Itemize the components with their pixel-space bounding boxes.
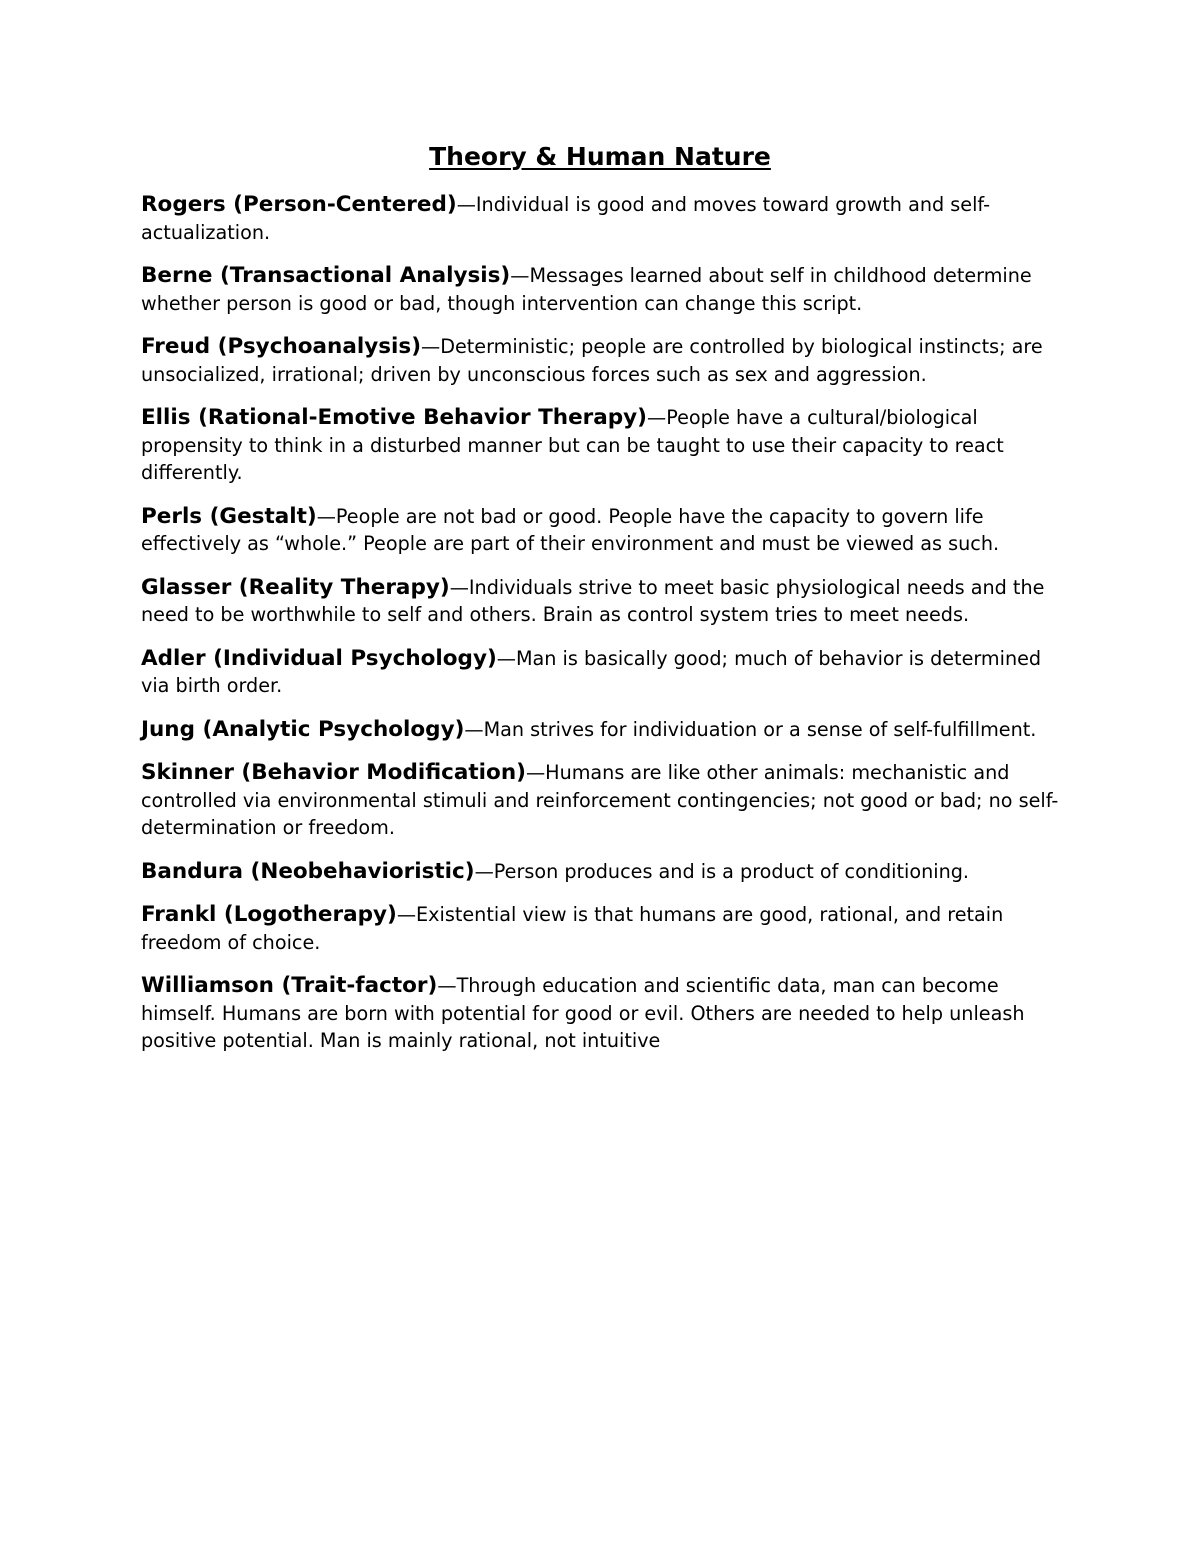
theorist-name: Freud (Psychoanalysis) [141,334,422,359]
theory-entry-adler [141,645,1066,700]
theory-description: —People have a cultural/biological propensity to think in a disturbed manner but can be taught to use their capacity to react differently. [141,406,1004,484]
theory-entry-berne [141,262,1066,317]
theory-description: —Individuals strive to meet basic physiological needs and the need to be worthwhile to self and others. Brain as control system tries to meet needs. [141,575,1045,626]
theory-entry-freud [141,333,1066,388]
theory-description: —Man strives for individuation or a sense of self-fulfillment. [464,717,1037,741]
theory-description: —Deterministic; people are controlled by biological instincts; are unsocialized, irrational; driven by unconscious forces such as sex and aggression. [141,335,1043,386]
theorist-name: Perls (Gestalt) [141,503,317,529]
theory-entry-glasser [141,574,1066,629]
theory-entry-rogers [141,191,1066,246]
theorist-name: Bandura (Neobehavioristic) [141,858,475,884]
theory-description: —Messages learned about self in childhood determine whether person is good or bad, though intervention can change this script. [141,264,1032,315]
theory-entry-ellis [141,404,1066,487]
theorist-name: Glasser (Reality Therapy) [141,574,450,600]
theorist-name: Adler (Individual Psychology) [141,645,497,671]
theory-entry-jung [141,716,1066,744]
theory-description: —Person produces and is a product of conditioning. [474,859,970,883]
theory-entry-frankl [141,901,1066,956]
document-title: Theory & Human Nature [429,142,771,171]
theorist-name: Rogers (Person-Centered) [141,192,457,217]
theory-description: —Individual is good and moves toward growth and self-actualization. [141,193,991,244]
theory-description: —Through education and scientific data, man can become himself. Humans are born with potential for good or evil. Others are needed to help unleash positive potential. Man is mainly rational, not intuitive [141,974,1025,1052]
theory-description: —Existential view is that humans are good, rational, and retain freedom of choice. [141,903,1004,954]
theorist-name: Ellis (Rational-Emotive Behavior Therapy) [141,405,648,430]
theory-description: —Man is basically good; much of behavior is determined via birth order. [141,646,1042,697]
theory-entry-skinner [141,759,1066,842]
theorist-name: Jung (Analytic Psychology) [141,716,465,742]
theory-entry-bandura [141,858,1066,886]
theorist-name: Skinner (Behavior Modification) [141,760,526,785]
theory-entry-perls [141,503,1066,558]
theory-description: —People are not bad or good. People have the capacity to govern life effectively as “whole.” People are part of their environment and must be viewed as such. [141,504,1000,555]
theory-description: —Humans are like other animals: mechanistic and controlled via environmental stimuli and reinforcement contingencies; not good or bad; no self-determination or freedom. [141,761,1059,839]
theorist-name: Frankl (Logotherapy) [141,902,397,927]
theory-entry-williamson [141,972,1066,1055]
theorist-name: Berne (Transactional Analysis) [141,263,511,288]
theory-list [141,191,1066,1071]
theorist-name: Williamson (Trait-factor) [141,973,438,998]
